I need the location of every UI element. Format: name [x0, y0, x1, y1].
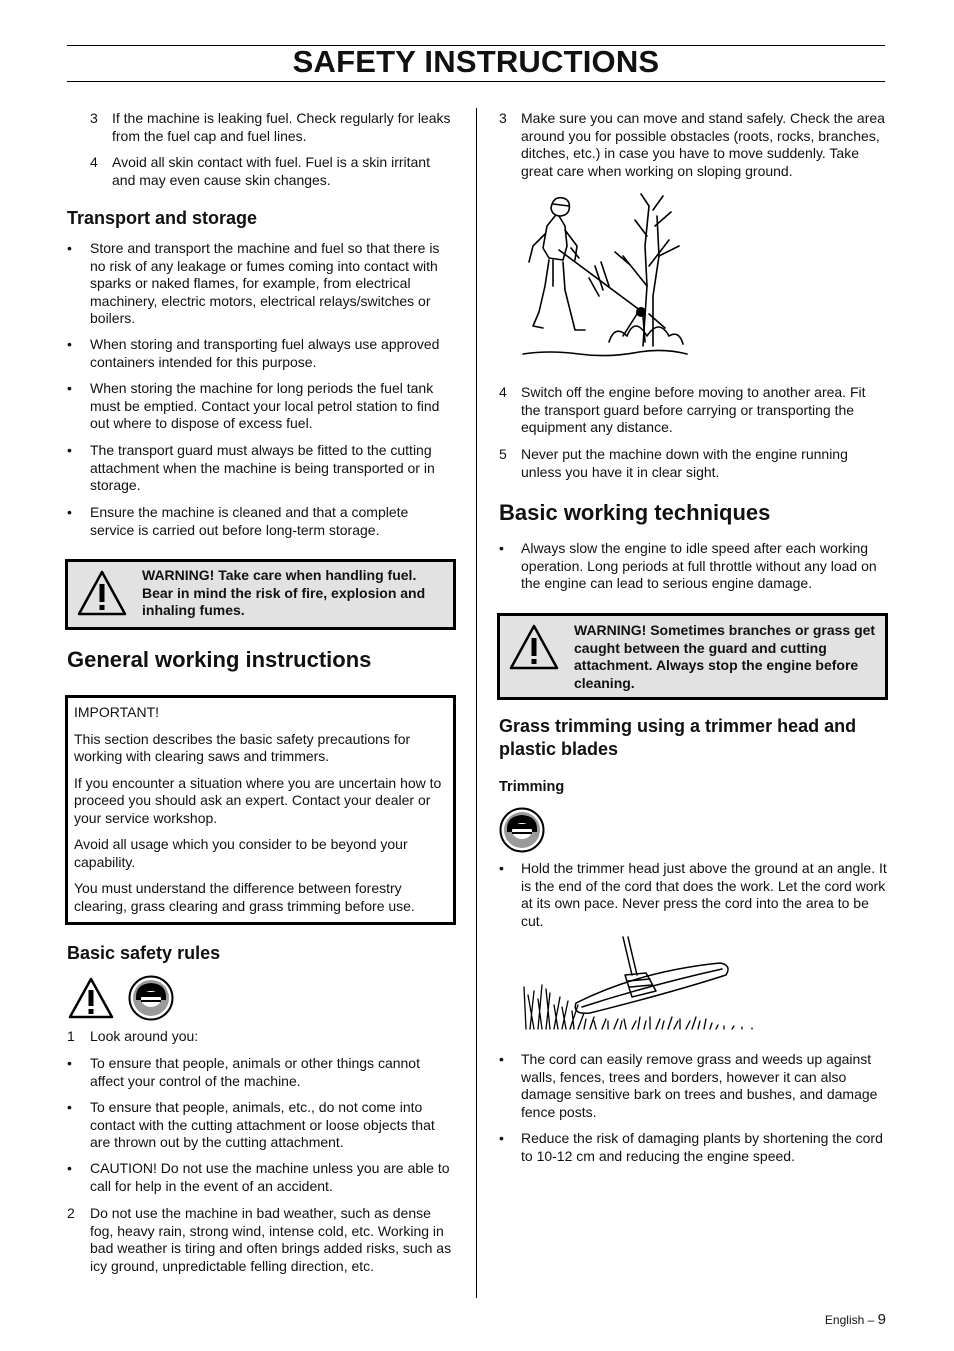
techniques-heading: Basic working techniques: [499, 500, 771, 525]
bullet-item: [499, 860, 887, 930]
page-title: SAFETY INSTRUCTIONS: [292, 44, 660, 79]
list-item: [67, 1205, 456, 1275]
bullet-text: Store and transport the machine and fuel so that there is no risk of any leakage or fumes coming into contact with sparks or naked flames, for example, from electrical machinery, electric motors, electrical relays/switches or boilers.: [90, 240, 440, 326]
page-number: 9: [877, 1311, 886, 1328]
important-paragraph: If you encounter a situation where you are uncertain how to proceed you should ask an expert. Contact your dealer or your service workshop.: [74, 774, 442, 826]
bullet: •: [67, 442, 72, 458]
bullet: •: [67, 336, 72, 352]
bullet: •: [67, 240, 72, 256]
bullet-text: The cord can easily remove grass and weeds up against walls, fences, trees and borders, however it can also damage sensitive bark on trees and bushes, and damage fence posts.: [521, 1051, 878, 1120]
bullet-text: When storing and transporting fuel always use approved containers intended for this purpose.: [90, 336, 440, 370]
trimming-heading: Trimming: [499, 779, 565, 795]
item-text: Switch off the engine before moving to another area. Fit the transport guard before carrying or transporting the equipment any distance.: [521, 384, 866, 435]
protective-gear-icon: [128, 975, 174, 1021]
footer-dash: –: [867, 1313, 875, 1327]
important-box: [65, 695, 456, 925]
bullet-item: [67, 504, 456, 539]
item-text: Look around you:: [90, 1028, 199, 1044]
bullet-text: Always slow the engine to idle speed after each working operation. Long periods at full throttle without any load on the engine can lead to serious engine damage.: [521, 540, 877, 591]
important-paragraph: This section describes the basic safety precautions for working with clearing saws and trimmers.: [74, 730, 411, 764]
page-footer: [825, 1311, 886, 1330]
item-number: 5: [499, 446, 507, 462]
transport-heading: Transport and storage: [67, 208, 258, 228]
bullet-item: [67, 442, 456, 495]
bullet-text: Ensure the machine is cleaned and that a complete service is carried out before long-term storage.: [90, 504, 409, 538]
branch-warning-box: [497, 613, 888, 700]
item-number: 2: [67, 1205, 75, 1221]
trimmer-operator-illustration: [519, 186, 689, 368]
branch-warning-text: WARNING! Sometimes branches or grass get caught between the guard and cutting attachment. Always stop the engine before cleaning.: [574, 622, 876, 691]
warning-triangle-icon: [68, 977, 114, 1019]
fuel-warning-text: WARNING! Take care when handling fuel. Bear in mind the risk of fire, explosion and inhaling fumes.: [142, 567, 426, 618]
item-number: 4: [90, 154, 98, 170]
bullet-item: [67, 336, 456, 371]
bullet: •: [67, 1160, 72, 1176]
bullet: •: [499, 1051, 504, 1067]
item-text: Never put the machine down with the engine running unless you have it in clear sight.: [521, 446, 848, 480]
list-item: [67, 1028, 456, 1046]
bullet-item: [67, 380, 456, 433]
warning-triangle-icon: [76, 569, 128, 617]
list-item: [90, 154, 456, 189]
column-divider: [476, 108, 477, 1298]
safety-rules-heading: Basic safety rules: [67, 943, 221, 963]
list-item: [90, 110, 456, 145]
item-text: Avoid all skin contact with fuel. Fuel is a skin irritant and may even cause skin changes.: [112, 154, 430, 188]
bullet-item: [67, 1099, 456, 1152]
bullet: •: [499, 860, 504, 876]
bullet-item: [499, 540, 887, 593]
bullet-text: When storing the machine for long periods the fuel tank must be emptied. Contact your local petrol station to find out where to dispose of excess fuel.: [90, 380, 440, 431]
general-heading: General working instructions: [67, 647, 372, 672]
footer-language: English: [824, 1313, 865, 1327]
list-item: [499, 110, 887, 180]
bullet-text: To ensure that people, animals or other things cannot affect your control of the machine.: [90, 1055, 420, 1089]
bullet: •: [499, 1130, 504, 1146]
item-number: 3: [499, 110, 507, 126]
item-number: 3: [90, 110, 98, 126]
trimmer-head-illustration: [520, 935, 760, 1035]
grass-trimming-heading: Grass trimming using a trimmer head and plastic blades: [499, 716, 857, 759]
bullet: •: [499, 540, 504, 556]
bullet: •: [67, 1055, 72, 1071]
important-paragraph: You must understand the difference between forestry clearing, grass clearing and grass trimming before use.: [74, 880, 415, 914]
bullet-item: [499, 1130, 887, 1165]
warning-triangle-icon: [508, 623, 560, 671]
bullet-item: [499, 1051, 887, 1121]
bullet: •: [67, 380, 72, 396]
item-text: If the machine is leaking fuel. Check regularly for leaks from the fuel cap and fuel lines.: [112, 110, 451, 144]
header-bottom-rule: [67, 81, 885, 82]
bullet-item: [67, 1160, 456, 1195]
bullet-text: CAUTION! Do not use the machine unless you are able to call for help in the event of an accident.: [90, 1160, 450, 1194]
bullet-text: To ensure that people, animals, etc., do not come into contact with the cutting attachment or loose objects that are thrown out by the cutting attachment.: [90, 1099, 435, 1150]
bullet: •: [67, 504, 72, 520]
important-paragraph: Avoid all usage which you consider to be beyond your capability.: [74, 836, 408, 870]
fuel-warning-box: [65, 559, 456, 630]
bullet-item: [67, 240, 456, 328]
bullet: •: [67, 1099, 72, 1115]
list-item: [499, 446, 887, 481]
item-number: 1: [67, 1028, 75, 1044]
protective-gear-icon: [499, 807, 545, 853]
bullet-item: [67, 1055, 456, 1090]
important-label: IMPORTANT!: [74, 704, 160, 720]
bullet-text: Hold the trimmer head just above the ground at an angle. It is the end of the cord that does the work. Let the cord work at its own pace. Never press the cord into the area to be cut.: [521, 860, 887, 929]
item-number: 4: [499, 384, 507, 400]
bullet-text: Reduce the risk of damaging plants by shortening the cord to 10-12 cm and reducing the engine speed.: [521, 1130, 883, 1164]
list-item: [499, 384, 887, 437]
item-text: Make sure you can move and stand safely. Check the area around you for possible obstacles (roots, rocks, branches, ditches, etc.) in case you have to move suddenly. Take great care when working on sloping ground.: [521, 110, 885, 179]
bullet-text: The transport guard must always be fitted to the cutting attachment when the machine is being transported or in storage.: [90, 442, 435, 493]
item-text: Do not use the machine in bad weather, such as dense fog, heavy rain, strong wind, intense cold, etc. Working in bad weather is tiring and often brings added risks, such as icy ground, unpredictable felling direction, etc.: [90, 1205, 452, 1274]
